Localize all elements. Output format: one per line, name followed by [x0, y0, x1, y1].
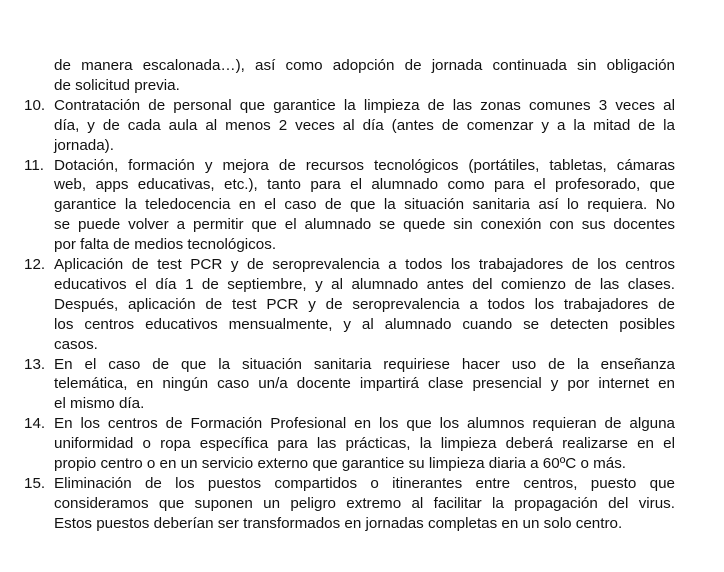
list-item-number: 12. — [24, 256, 46, 273]
text-line: se puede volver a permitir que el alumnado se quede sin conexión con sus docentes — [54, 216, 675, 234]
text-line: Aplicación de test PCR y de seroprevalencia a todos los trabajadores de los centros — [54, 256, 675, 273]
text-line: propio centro o en un servicio externo que garantice su limpieza diaria a 60ºC o más. — [54, 454, 627, 472]
list-item-number: 11. — [24, 156, 44, 174]
list-item-number: 10. — [24, 96, 46, 114]
text-line: Dotación, formación y mejora de recursos tecnológicos (portátiles, tabletas, cámaras — [54, 156, 675, 174]
text-line: por falta de medios tecnológicos. — [54, 236, 277, 254]
list-item-number: 13. — [24, 355, 46, 373]
list-item-number: 14. — [24, 415, 46, 433]
text-line: Después, aplicación de test PCR y de seroprevalencia a todos los trabajadores de — [54, 295, 675, 313]
text-line: En el caso de que la situación sanitaria requiriese hacer uso de la enseñanza — [54, 355, 675, 373]
text-line: En los centros de Formación Profesional en los que los alumnos requieran de alguna — [54, 415, 675, 433]
text-line: los centros educativos mensualmente, y al alumnado cuando se detecten posibles — [54, 315, 675, 333]
text-line: telemática, en ningún caso un/a docente impartirá clase presencial y por internet en — [54, 375, 675, 393]
text-line: el mismo día. — [54, 395, 145, 413]
text-line: web, apps educativas, etc.), tanto para el alumnado como para el profesorado, que — [54, 176, 675, 194]
text-line: de manera escalonada…), así como adopción de jornada continuada sin obligación — [54, 57, 675, 74]
text-line: consideramos que suponen un peligro extremo al facilitar la propagación del virus. — [54, 494, 675, 512]
text-line: uniformidad o ropa específica para las prácticas, la limpieza deberá realizarse en el — [54, 435, 675, 453]
text-line: Contratación de personal que garantice la limpieza de las zonas comunes 3 veces al — [54, 96, 675, 114]
text-line: jornada). — [54, 136, 114, 154]
text-line: casos. — [54, 335, 98, 353]
list-item-number: 15. — [24, 474, 46, 492]
text-line: garantice la teledocencia en el caso de que la situación sanitaria así lo requiera. No — [54, 196, 675, 214]
text-line: educativos el día 1 de septiembre, y al alumnado antes del comienzo de las clases. — [54, 275, 675, 293]
text-line: Eliminación de los puestos compartidos o itinerantes entre centros, puesto que — [54, 474, 675, 492]
text-line: día, y de cada aula al menos 2 veces al día (antes de comenzar y a la mitad de la — [54, 116, 675, 134]
text-line: Estos puestos deberían ser transformados en jornadas completas en un solo centro. — [54, 514, 623, 532]
text-line: de solicitud previa. — [54, 76, 180, 94]
